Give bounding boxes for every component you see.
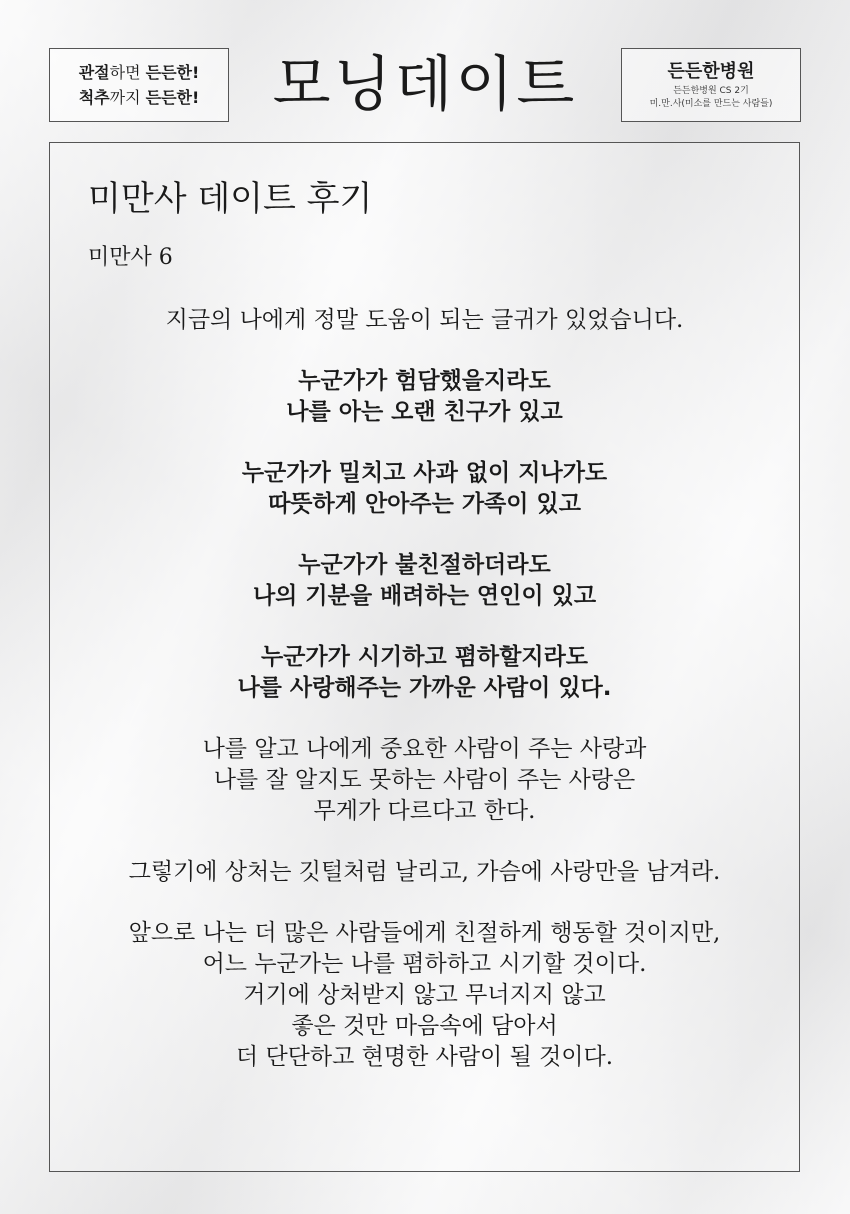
paragraph-line: 따뜻하게 안아주는 가족이 있고	[268, 491, 581, 517]
slogan-line-2-b: 까지	[109, 88, 146, 107]
article-paragraph	[50, 366, 799, 428]
hospital-box	[621, 48, 801, 122]
slogan-line-1	[79, 60, 200, 85]
article-paragraph	[50, 550, 799, 612]
paragraph-line: 그렇기에 상처는 깃털처럼 날리고, 가슴에 사랑만을 남겨라.	[128, 859, 721, 885]
article-paragraph	[50, 918, 799, 1073]
masthead-title: 모닝데이트	[272, 50, 578, 120]
paragraph-line: 거기에 상처받지 않고 무너지지 않고	[243, 982, 606, 1008]
paragraph-line: 나를 아는 오랜 친구가 있고	[286, 399, 563, 425]
article-paragraph	[50, 305, 799, 336]
hospital-team-desc: 미.만.사(미소를 만드는 사람들)	[649, 99, 773, 109]
hospital-name: 든든한병원	[667, 61, 755, 82]
article-paragraph	[50, 857, 799, 888]
paragraph-line: 더 단단하고 현명한 사람이 될 것이다.	[235, 1044, 614, 1070]
article-frame	[49, 142, 800, 1172]
paragraph-line: 지금의 나에게 정말 도움이 되는 글귀가 있었습니다.	[165, 307, 684, 333]
paragraph-line: 나의 기분을 배려하는 연인이 있고	[252, 583, 597, 609]
paragraph-line: 나를 잘 알지도 못하는 사람이 주는 사랑은	[213, 767, 636, 793]
article-title: 미만사 데이트 후기	[88, 179, 373, 219]
paragraph-line: 나를 알고 나에게 중요한 사람이 주는 사랑과	[202, 736, 647, 762]
slogan-line-1-a: 관절	[78, 63, 110, 82]
paragraph-line: 앞으로 나는 더 많은 사람들에게 친절하게 행동할 것이지만,	[128, 920, 721, 946]
article-paragraph	[50, 734, 799, 827]
paragraph-line: 누군가가 시기하고 폄하할지라도	[260, 644, 589, 670]
paragraph-line: 누군가가 밀치고 사과 없이 지나가도	[241, 460, 608, 486]
paragraph-line: 어느 누군가는 나를 폄하하고 시기할 것이다.	[202, 951, 647, 977]
paragraph-line: 무게가 다르다고 한다.	[313, 798, 536, 824]
paragraph-line: 누군가가 불친절하더라도	[298, 552, 551, 578]
slogan-line-1-b: 하면	[109, 63, 146, 82]
article-paragraph	[50, 458, 799, 520]
slogan-line-2	[79, 85, 200, 110]
slogan-box	[49, 48, 229, 122]
article-paragraph	[50, 642, 799, 704]
article-body	[50, 305, 799, 1103]
slogan-line-2-a: 척추	[78, 88, 110, 107]
paragraph-line: 좋은 것만 마음속에 담아서	[291, 1013, 558, 1039]
article-author: 미만사 6	[88, 245, 173, 270]
hospital-team: 든든한병원 CS 2기	[673, 86, 749, 96]
slogan-line-2-c: 든든한!	[145, 88, 200, 107]
paragraph-line: 누군가가 험담했을지라도	[298, 368, 551, 394]
slogan-line-1-c: 든든한!	[145, 63, 200, 82]
paragraph-line: 나를 사랑해주는 가까운 사람이 있다.	[237, 675, 612, 701]
